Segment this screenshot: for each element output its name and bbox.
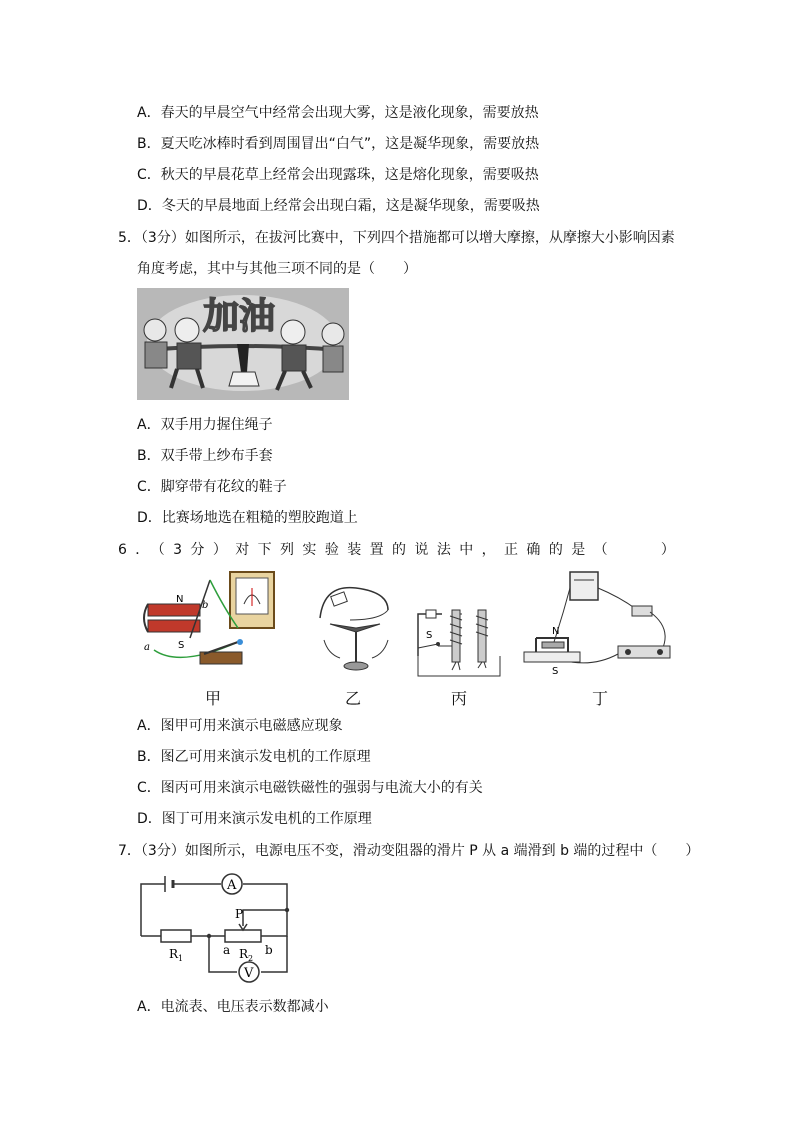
circuit-diagram [135,872,295,984]
caption-ding: 丁 [592,689,609,708]
q6-option-d: D．图丁可用来演示发电机的工作原理 [137,811,372,827]
r2-subscript: 2 [248,954,254,963]
caption-yi: 乙 [345,689,362,708]
r1-subscript: 1 [178,954,184,963]
r1-label: R [169,947,179,961]
q5-option-d: D．比赛场地选在粗糙的塑胶跑道上 [137,510,358,526]
ding-n-label: N [552,626,560,637]
r2-label: R [239,947,249,961]
q5-option-b: B．双手带上纱布手套 [137,448,273,464]
q7-option-a: A．电流表、电压表示数都减小 [137,999,329,1015]
figure-bing [412,604,504,680]
caption-jia: 甲 [205,689,222,708]
q5-option-a: A．双手用力握住绳子 [137,417,273,433]
q7-stem: 7．（3分）如图所示，电源电压不变，滑动变阻器的滑片 P 从 a 端滑到 b 端的过程中（ ） [118,843,700,859]
q4-option-b: B．夏天吃冰棒时看到周围冒出“白气”，这是凝华现象，需要放热 [137,136,540,152]
q4-option-c: C．秋天的早晨花草上经常会出现露珠，这是熔化现象，需要吸热 [137,167,539,183]
jia-a-label: a [144,642,150,653]
tug-of-war-illustration [137,288,349,400]
q5-option-c: C．脚穿带有花纹的鞋子 [137,479,287,495]
end-b-label: b [265,943,273,957]
ding-s-label: S [552,666,559,677]
jia-n-label: N [176,594,184,605]
ammeter-label: A [227,878,237,893]
q6-option-c: C．图丙可用来演示电磁铁磁性的强弱与电流大小的有关 [137,780,483,796]
q5-stem-line2: 角度考虑，其中与其他三项不同的是（ ） [137,261,417,277]
caption-bing: 丙 [451,689,468,708]
banner-text: 加油 [203,296,276,337]
q6-option-a: A．图甲可用来演示电磁感应现象 [137,718,343,734]
q5-stem-line1: 5．（3分）如图所示，在拔河比赛中，下列四个措施都可以增大摩擦，从摩擦大小影响因素 [118,230,675,246]
q6-stem: 6．（3分）对下列实验装置的说法中，正确的是（ ） [118,542,684,558]
bing-s-label: S [426,630,433,641]
q4-option-d: D．冬天的早晨地面上经常会出现白霜，这是凝华现象，需要吸热 [137,198,540,214]
q4-option-a: A．春天的早晨空气中经常会出现大雾，这是液化现象，需要放热 [137,105,539,121]
jia-b-label: b [202,600,209,611]
figure-yi [310,580,400,680]
end-a-label: a [223,943,231,957]
figure-jia [140,568,280,680]
q6-option-b: B．图乙可用来演示发电机的工作原理 [137,749,371,765]
voltmeter-label: V [244,966,254,981]
jia-s-label: S [178,640,185,651]
figure-ding [522,568,682,680]
slider-p-label: P [235,907,244,921]
